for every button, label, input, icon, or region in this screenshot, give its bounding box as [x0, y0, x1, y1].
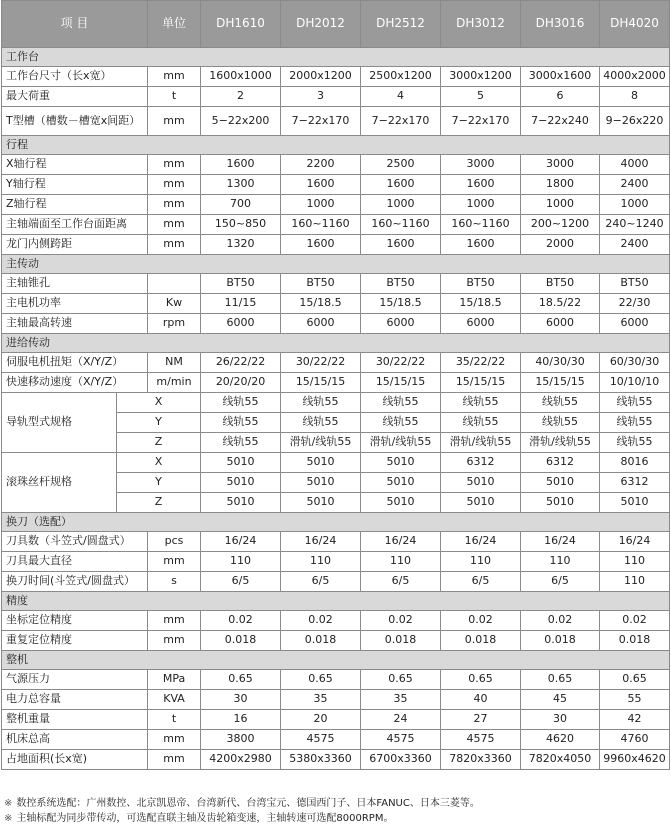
value-cell: 60/30/30: [600, 353, 670, 373]
row-unit: m/min: [148, 373, 201, 393]
row-unit: mm: [148, 195, 201, 215]
value-cell: 滑轨/线轨55: [361, 433, 441, 453]
section-row: [2, 592, 670, 611]
value-cell: 15/18.5: [281, 294, 361, 314]
value-cell: 5010: [201, 473, 281, 493]
value-cell: 3800: [201, 730, 281, 750]
value-cell: 110: [201, 552, 281, 572]
row-label: 刀具数（斗笠式/圆盘式）: [2, 532, 148, 552]
row-unit: mm: [148, 215, 201, 235]
row-label: 气源压力: [2, 670, 148, 690]
value-cell: 线轨55: [600, 393, 670, 413]
row-label: 占地面积(长x宽): [2, 750, 148, 770]
header-model: DH3016: [521, 1, 600, 48]
value-cell: 线轨55: [361, 413, 441, 433]
row-label: 主轴最高转速: [2, 314, 148, 334]
value-cell: 3: [281, 87, 361, 107]
value-cell: 5010: [521, 493, 600, 513]
value-cell: 26/22/22: [201, 353, 281, 373]
value-cell: 40/30/30: [521, 353, 600, 373]
value-cell: 24: [361, 710, 441, 730]
value-cell: 1600: [361, 235, 441, 255]
row-label: Y轴行程: [2, 175, 148, 195]
value-cell: 5010: [281, 473, 361, 493]
value-cell: 1600x1000: [201, 67, 281, 87]
value-cell: 2: [201, 87, 281, 107]
value-cell: 0.018: [361, 631, 441, 651]
value-cell: 2400: [600, 235, 670, 255]
value-cell: 11/15: [201, 294, 281, 314]
row-unit: rpm: [148, 314, 201, 334]
value-cell: 5010: [201, 493, 281, 513]
value-cell: 6312: [441, 453, 521, 473]
value-cell: 2000: [521, 235, 600, 255]
row-label: 最大荷重: [2, 87, 148, 107]
value-cell: 20: [281, 710, 361, 730]
table-row: [2, 750, 670, 770]
note-mark: ※: [4, 813, 13, 824]
table-row: [2, 353, 670, 373]
value-cell: 0.018: [441, 631, 521, 651]
value-cell: 6000: [361, 314, 441, 334]
footnote-line: [4, 811, 480, 826]
section-title: 换刀（选配）: [2, 513, 670, 532]
section-row: [2, 513, 670, 532]
value-cell: 线轨55: [201, 433, 281, 453]
row-unit: pcs: [148, 532, 201, 552]
value-cell: 6/5: [281, 572, 361, 592]
value-cell: 7820x3360: [441, 750, 521, 770]
table-row: [2, 294, 670, 314]
value-cell: 滑轨/线轨55: [441, 433, 521, 453]
value-cell: 15/18.5: [441, 294, 521, 314]
row-unit: mm: [148, 175, 201, 195]
value-cell: 0.02: [361, 611, 441, 631]
value-cell: 0.018: [201, 631, 281, 651]
value-cell: 15/18.5: [361, 294, 441, 314]
value-cell: 6000: [521, 314, 600, 334]
header-item: 项 目: [2, 1, 148, 48]
value-cell: 2400: [600, 175, 670, 195]
value-cell: 160~1160: [281, 215, 361, 235]
value-cell: 4000x2000: [600, 67, 670, 87]
value-cell: 45: [521, 690, 600, 710]
value-cell: 0.018: [521, 631, 600, 651]
row-label: 快速移动速度（X/Y/Z）: [2, 373, 148, 393]
value-cell: 5010: [441, 493, 521, 513]
value-cell: 1600: [441, 175, 521, 195]
value-cell: 6/5: [441, 572, 521, 592]
value-cell: 2500x1200: [361, 67, 441, 87]
table-row: [2, 274, 670, 294]
footnote-text: 数控系统选配：广州数控、北京凯恩帝、台湾新代、台湾宝元、德国西门子、日本FANUC、日本三菱等。: [16, 798, 480, 809]
value-cell: 5: [441, 87, 521, 107]
footnotes: [4, 796, 480, 826]
value-cell: 7−22x240: [521, 107, 600, 136]
value-cell: 0.65: [521, 670, 600, 690]
value-cell: 4760: [600, 730, 670, 750]
table-row: [2, 670, 670, 690]
value-cell: 35: [281, 690, 361, 710]
value-cell: 160~1160: [361, 215, 441, 235]
value-cell: 16/24: [441, 532, 521, 552]
table-row: [2, 67, 670, 87]
value-cell: 5010: [521, 473, 600, 493]
value-cell: 20/20/20: [201, 373, 281, 393]
group-label: 滚珠丝杆规格: [2, 453, 117, 513]
value-cell: 27: [441, 710, 521, 730]
row-label: Z轴行程: [2, 195, 148, 215]
row-unit: t: [148, 87, 201, 107]
value-cell: 3000: [521, 155, 600, 175]
section-row: [2, 651, 670, 670]
value-cell: 30: [521, 710, 600, 730]
value-cell: 线轨55: [361, 393, 441, 413]
value-cell: 5010: [361, 493, 441, 513]
row-label: 主轴锥孔: [2, 274, 148, 294]
value-cell: 150~850: [201, 215, 281, 235]
section-title: 主传动: [2, 255, 670, 274]
value-cell: 5−22x200: [201, 107, 281, 136]
value-cell: 1600: [201, 155, 281, 175]
value-cell: 6: [521, 87, 600, 107]
value-cell: 5010: [281, 493, 361, 513]
spec-table: [1, 0, 670, 770]
value-cell: 4000: [600, 155, 670, 175]
row-unit: s: [148, 572, 201, 592]
table-row: [2, 314, 670, 334]
row-label: T型槽（槽数－槽宽x间距）: [2, 107, 148, 136]
value-cell: 7−22x170: [361, 107, 441, 136]
axis-cell: Z: [117, 433, 201, 453]
table-row: [2, 87, 670, 107]
table-row: [2, 175, 670, 195]
table-row: [2, 690, 670, 710]
table-row: [2, 393, 670, 413]
value-cell: 15/15/15: [361, 373, 441, 393]
axis-cell: X: [117, 453, 201, 473]
value-cell: 4620: [521, 730, 600, 750]
value-cell: BT50: [441, 274, 521, 294]
value-cell: BT50: [521, 274, 600, 294]
value-cell: 15/15/15: [441, 373, 521, 393]
value-cell: 9960x4620: [600, 750, 670, 770]
row-label: 主轴端面至工作台面距离: [2, 215, 148, 235]
value-cell: 0.65: [201, 670, 281, 690]
table-row: [2, 532, 670, 552]
value-cell: 5010: [600, 493, 670, 513]
axis-cell: Z: [117, 493, 201, 513]
value-cell: 110: [361, 552, 441, 572]
value-cell: 6000: [281, 314, 361, 334]
value-cell: 18.5/22: [521, 294, 600, 314]
value-cell: 0.02: [521, 611, 600, 631]
header-model: DH1610: [201, 1, 281, 48]
row-unit: mm: [148, 107, 201, 136]
value-cell: 1800: [521, 175, 600, 195]
value-cell: 3000x1600: [521, 67, 600, 87]
section-row: [2, 334, 670, 353]
value-cell: 6000: [441, 314, 521, 334]
axis-cell: X: [117, 393, 201, 413]
row-label: 重复定位精度: [2, 631, 148, 651]
value-cell: 16/24: [281, 532, 361, 552]
row-unit: mm: [148, 631, 201, 651]
value-cell: 16/24: [600, 532, 670, 552]
value-cell: 35/22/22: [441, 353, 521, 373]
value-cell: 200~1200: [521, 215, 600, 235]
footnote-text: 主轴标配为同步带传动，可选配直联主轴及齿轮箱变速，主轴转速可选配8000RPM。: [16, 813, 394, 824]
value-cell: 0.65: [361, 670, 441, 690]
table-row: [2, 710, 670, 730]
axis-cell: Y: [117, 413, 201, 433]
value-cell: 1000: [521, 195, 600, 215]
value-cell: 3000: [441, 155, 521, 175]
row-unit: mm: [148, 750, 201, 770]
value-cell: 110: [441, 552, 521, 572]
value-cell: 8016: [600, 453, 670, 473]
value-cell: BT50: [600, 274, 670, 294]
value-cell: 3000x1200: [441, 67, 521, 87]
row-label: 主电机功率: [2, 294, 148, 314]
row-label: 龙门内侧跨距: [2, 235, 148, 255]
value-cell: 30/22/22: [281, 353, 361, 373]
value-cell: 1600: [281, 175, 361, 195]
value-cell: 1000: [281, 195, 361, 215]
value-cell: 7820x4050: [521, 750, 600, 770]
value-cell: 1600: [441, 235, 521, 255]
header-model: DH3012: [441, 1, 521, 48]
value-cell: 0.02: [281, 611, 361, 631]
table-row: [2, 453, 670, 473]
value-cell: 0.02: [201, 611, 281, 631]
value-cell: 线轨55: [521, 393, 600, 413]
row-unit: mm: [148, 730, 201, 750]
value-cell: 滑轨/线轨55: [281, 433, 361, 453]
value-cell: 30: [201, 690, 281, 710]
value-cell: 16/24: [521, 532, 600, 552]
value-cell: 线轨55: [600, 433, 670, 453]
table-row: [2, 235, 670, 255]
section-title: 精度: [2, 592, 670, 611]
value-cell: 4200x2980: [201, 750, 281, 770]
value-cell: 1000: [441, 195, 521, 215]
value-cell: 6/5: [361, 572, 441, 592]
header-model: DH2512: [361, 1, 441, 48]
row-unit: NM: [148, 353, 201, 373]
value-cell: 线轨55: [281, 413, 361, 433]
value-cell: 5010: [361, 473, 441, 493]
section-row: [2, 48, 670, 67]
row-label: 刀具最大直径: [2, 552, 148, 572]
value-cell: 6/5: [201, 572, 281, 592]
value-cell: 线轨55: [600, 413, 670, 433]
value-cell: 30/22/22: [361, 353, 441, 373]
value-cell: BT50: [201, 274, 281, 294]
value-cell: 5010: [361, 453, 441, 473]
section-row: [2, 136, 670, 155]
value-cell: 110: [521, 552, 600, 572]
value-cell: 6000: [201, 314, 281, 334]
row-unit: t: [148, 710, 201, 730]
section-title: 工作台: [2, 48, 670, 67]
value-cell: 4575: [281, 730, 361, 750]
table-row: [2, 215, 670, 235]
value-cell: 110: [600, 572, 670, 592]
value-cell: 0.65: [441, 670, 521, 690]
value-cell: 0.02: [441, 611, 521, 631]
table-row: [2, 373, 670, 393]
value-cell: BT50: [281, 274, 361, 294]
value-cell: 8: [600, 87, 670, 107]
header-unit: 单位: [148, 1, 201, 48]
table-row: [2, 155, 670, 175]
header-model: DH4020: [600, 1, 670, 48]
value-cell: 6312: [600, 473, 670, 493]
value-cell: 15/15/15: [521, 373, 600, 393]
value-cell: 16: [201, 710, 281, 730]
value-cell: 7−22x170: [281, 107, 361, 136]
row-label: 电力总容量: [2, 690, 148, 710]
value-cell: 0.65: [600, 670, 670, 690]
value-cell: 1600: [281, 235, 361, 255]
value-cell: 线轨55: [441, 413, 521, 433]
value-cell: 110: [600, 552, 670, 572]
value-cell: 0.02: [600, 611, 670, 631]
value-cell: 0.65: [281, 670, 361, 690]
header-model: DH2012: [281, 1, 361, 48]
section-title: 进给传动: [2, 334, 670, 353]
value-cell: 1300: [201, 175, 281, 195]
value-cell: 线轨55: [441, 393, 521, 413]
value-cell: 2200: [281, 155, 361, 175]
value-cell: 35: [361, 690, 441, 710]
value-cell: 5010: [201, 453, 281, 473]
value-cell: 700: [201, 195, 281, 215]
value-cell: 6312: [521, 453, 600, 473]
value-cell: 10/10/10: [600, 373, 670, 393]
section-title: 行程: [2, 136, 670, 155]
value-cell: 6700x3360: [361, 750, 441, 770]
header-row: [2, 1, 670, 48]
value-cell: 40: [441, 690, 521, 710]
note-mark: ※: [4, 798, 13, 809]
value-cell: 16/24: [201, 532, 281, 552]
section-row: [2, 255, 670, 274]
value-cell: 55: [600, 690, 670, 710]
row-unit: mm: [148, 552, 201, 572]
row-unit: mm: [148, 235, 201, 255]
row-label: 整机重量: [2, 710, 148, 730]
footnote-line: [4, 796, 480, 811]
row-label: 工作台尺寸（长x宽）: [2, 67, 148, 87]
row-unit: mm: [148, 155, 201, 175]
value-cell: 1320: [201, 235, 281, 255]
value-cell: 1000: [361, 195, 441, 215]
value-cell: 7−22x170: [441, 107, 521, 136]
value-cell: 5010: [281, 453, 361, 473]
table-row: [2, 611, 670, 631]
table-row: [2, 552, 670, 572]
value-cell: 15/15/15: [281, 373, 361, 393]
group-label: 导轨型式规格: [2, 393, 117, 453]
value-cell: 110: [281, 552, 361, 572]
value-cell: 0.018: [281, 631, 361, 651]
row-label: 坐标定位精度: [2, 611, 148, 631]
value-cell: 2000x1200: [281, 67, 361, 87]
value-cell: 线轨55: [281, 393, 361, 413]
value-cell: 6000: [600, 314, 670, 334]
value-cell: 22/30: [600, 294, 670, 314]
table-row: [2, 730, 670, 750]
value-cell: 5380x3360: [281, 750, 361, 770]
row-unit: KVA: [148, 690, 201, 710]
table-row: [2, 195, 670, 215]
table-row: [2, 572, 670, 592]
row-unit: mm: [148, 67, 201, 87]
row-unit: [148, 274, 201, 294]
row-unit: Kw: [148, 294, 201, 314]
value-cell: 滑轨/线轨55: [521, 433, 600, 453]
axis-cell: Y: [117, 473, 201, 493]
value-cell: 4: [361, 87, 441, 107]
value-cell: BT50: [361, 274, 441, 294]
value-cell: 线轨55: [201, 413, 281, 433]
value-cell: 240~1240: [600, 215, 670, 235]
row-label: 机床总高: [2, 730, 148, 750]
table-row: [2, 107, 670, 136]
row-label: 伺服电机扭矩（X/Y/Z）: [2, 353, 148, 373]
table-row: [2, 631, 670, 651]
value-cell: 6/5: [521, 572, 600, 592]
value-cell: 1600: [361, 175, 441, 195]
row-unit: MPa: [148, 670, 201, 690]
row-label: 换刀时间(斗笠式/圆盘式）: [2, 572, 148, 592]
value-cell: 线轨55: [521, 413, 600, 433]
value-cell: 42: [600, 710, 670, 730]
row-label: X轴行程: [2, 155, 148, 175]
value-cell: 线轨55: [201, 393, 281, 413]
value-cell: 4575: [441, 730, 521, 750]
section-title: 整机: [2, 651, 670, 670]
value-cell: 16/24: [361, 532, 441, 552]
value-cell: 9−26x220: [600, 107, 670, 136]
row-unit: mm: [148, 611, 201, 631]
value-cell: 4575: [361, 730, 441, 750]
value-cell: 0.018: [600, 631, 670, 651]
value-cell: 2500: [361, 155, 441, 175]
value-cell: 160~1160: [441, 215, 521, 235]
value-cell: 5010: [441, 473, 521, 493]
value-cell: 1000: [600, 195, 670, 215]
